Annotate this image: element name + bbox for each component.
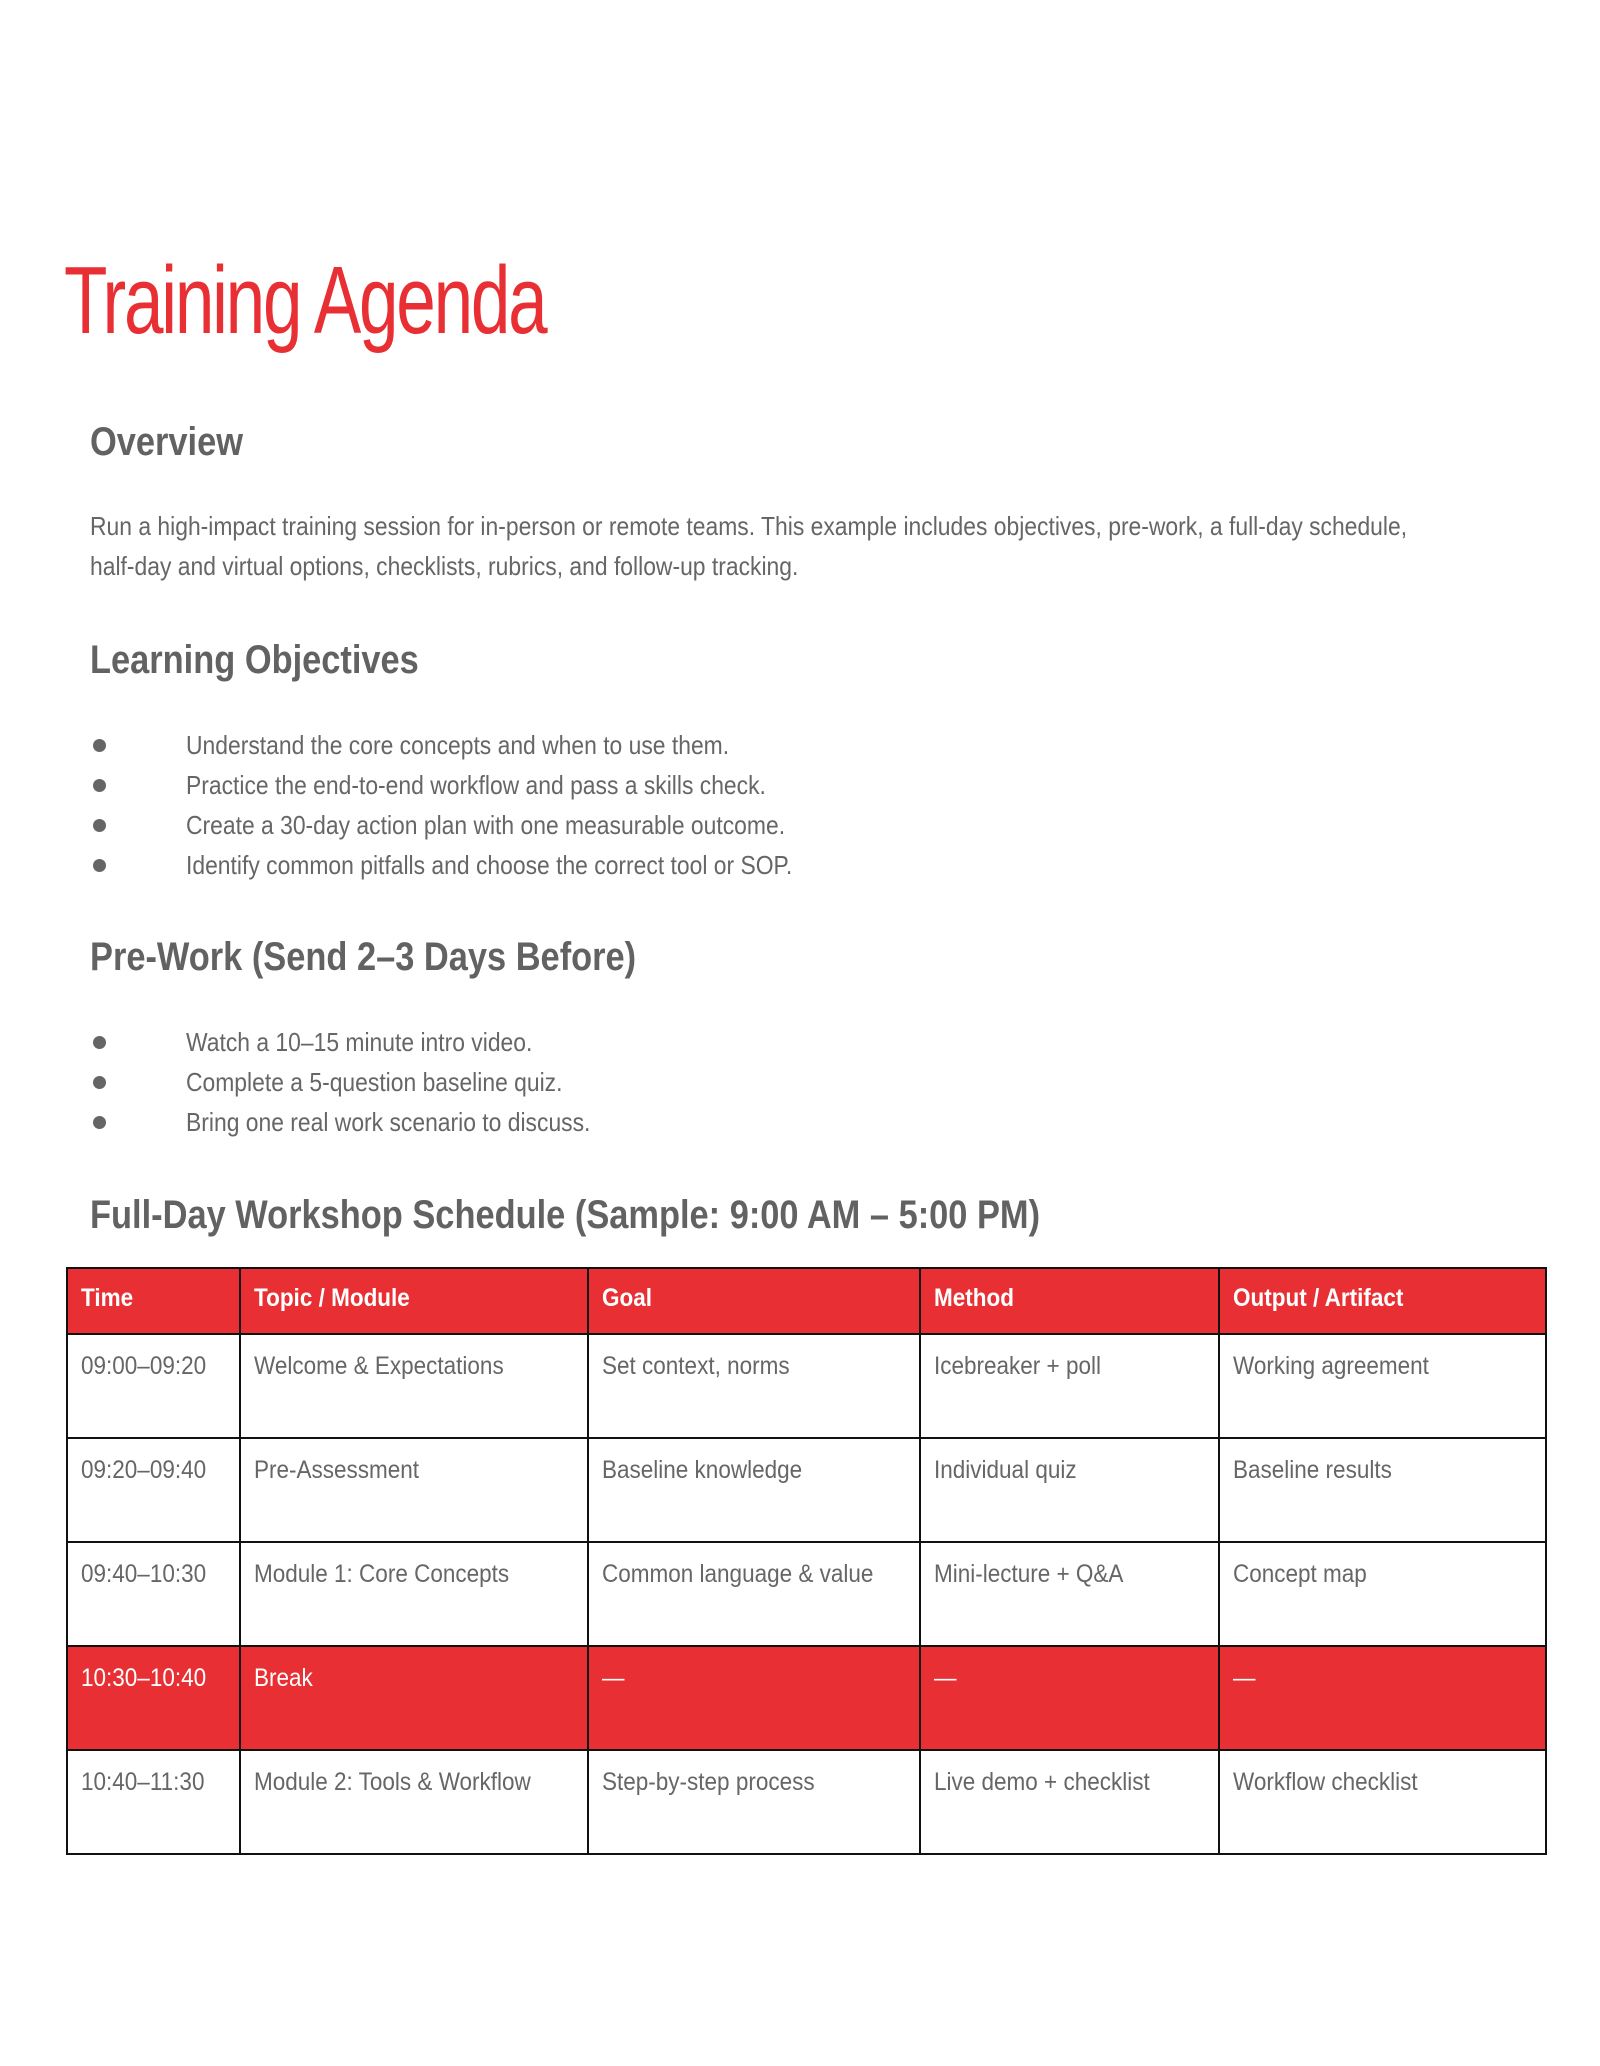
column-header-output: Output / Artifact [1219, 1268, 1546, 1334]
column-header-time: Time [67, 1268, 240, 1334]
cell-method: Icebreaker + poll [920, 1334, 1219, 1438]
pre-work-heading: Pre-Work (Send 2–3 Days Before) [90, 935, 637, 979]
table-header-row [67, 1268, 1546, 1334]
overview-text: Run a high-impact training session for in-person or remote teams. This example includes objectives, pre-work, a full-day schedule, half-day and virtual options, checklists, rubrics, and follow-up tracking. [90, 511, 1408, 581]
list-item-text: Practice the end-to-end workflow and pass a skills check. [186, 770, 766, 800]
cell-output: Baseline results [1219, 1438, 1546, 1542]
cell-topic: Welcome & Expectations [240, 1334, 588, 1438]
cell-goal: Step-by-step process [588, 1750, 920, 1854]
table-row [67, 1334, 1546, 1438]
cell-goal: Baseline knowledge [588, 1438, 920, 1542]
cell-goal: Common language & value [588, 1542, 920, 1646]
cell-topic: Break [240, 1646, 588, 1750]
column-header-goal: Goal [588, 1268, 920, 1334]
cell-output: Concept map [1219, 1542, 1546, 1646]
column-header-topic: Topic / Module [240, 1268, 588, 1334]
table-row-break [67, 1646, 1546, 1750]
cell-topic: Pre-Assessment [240, 1438, 588, 1542]
table-row [67, 1438, 1546, 1542]
cell-method: Individual quiz [920, 1438, 1219, 1542]
cell-method: Live demo + checklist [920, 1750, 1219, 1854]
schedule-heading: Full-Day Workshop Schedule (Sample: 9:00 AM – 5:00 PM) [90, 1193, 1041, 1237]
table-row [67, 1542, 1546, 1646]
cell-method: — [920, 1646, 1219, 1750]
cell-output: Working agreement [1219, 1334, 1546, 1438]
list-item-text: Bring one real work scenario to discuss. [186, 1107, 591, 1137]
cell-time: 09:00–09:20 [67, 1334, 240, 1438]
list-item-text: Complete a 5-question baseline quiz. [186, 1067, 563, 1097]
table-row [67, 1750, 1546, 1854]
cell-output: Workflow checklist [1219, 1750, 1546, 1854]
cell-method: Mini-lecture + Q&A [920, 1542, 1219, 1646]
bullet-icon [93, 859, 106, 872]
list-item-text: Watch a 10–15 minute intro video. [186, 1027, 533, 1057]
cell-output: — [1219, 1646, 1546, 1750]
bullet-icon [93, 819, 106, 832]
bullet-icon [93, 1036, 106, 1049]
cell-goal: — [588, 1646, 920, 1750]
bullet-icon [93, 1116, 106, 1129]
cell-time: 09:20–09:40 [67, 1438, 240, 1542]
cell-time: 10:40–11:30 [67, 1750, 240, 1854]
bullet-icon [93, 1076, 106, 1089]
page-title: Training Agenda [64, 247, 546, 354]
cell-time: 09:40–10:30 [67, 1542, 240, 1646]
cell-topic: Module 1: Core Concepts [240, 1542, 588, 1646]
learning-objectives-heading: Learning Objectives [90, 638, 419, 682]
column-header-method: Method [920, 1268, 1219, 1334]
cell-time: 10:30–10:40 [67, 1646, 240, 1750]
list-item-text: Identify common pitfalls and choose the correct tool or SOP. [186, 850, 793, 880]
schedule-table [66, 1267, 1547, 1855]
overview-heading: Overview [90, 420, 243, 464]
bullet-icon [93, 779, 106, 792]
cell-goal: Set context, norms [588, 1334, 920, 1438]
cell-topic: Module 2: Tools & Workflow [240, 1750, 588, 1854]
list-item-text: Create a 30-day action plan with one measurable outcome. [186, 810, 786, 840]
bullet-icon [93, 739, 106, 752]
list-item-text: Understand the core concepts and when to use them. [186, 730, 730, 760]
